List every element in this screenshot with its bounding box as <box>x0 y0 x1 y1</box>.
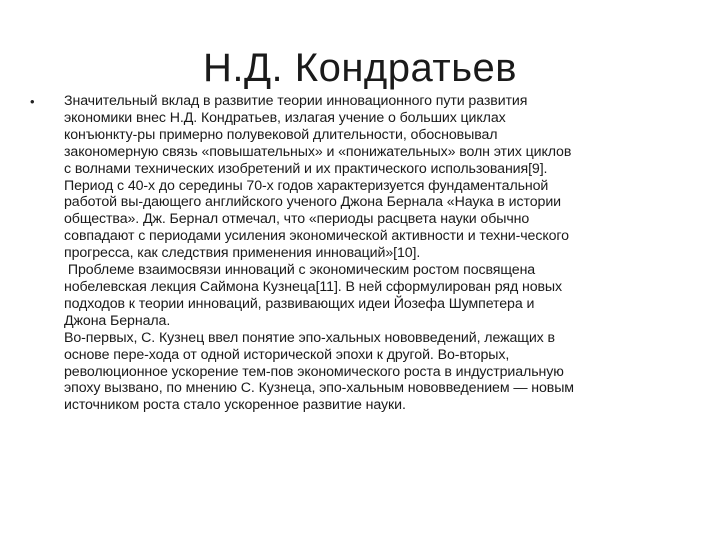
text-line: с волнами технических изобретений и их практического использования[9]. <box>64 160 548 177</box>
text-line: Значительный вклад в развитие теории инновационного пути развития <box>64 93 528 109</box>
text-line: подходов к теории инноваций, развивающих идеи Йозефа Шумпетера и <box>64 295 535 312</box>
body-paragraph <box>64 93 700 414</box>
slide-title: Н.Д. Кондратьев <box>202 46 518 90</box>
text-line: эпоху вызвано, по мнению С. Кузнеца, эпо-хальным нововведением — новым <box>64 380 574 397</box>
text-line: Проблеме взаимосвязи инноваций с экономическим ростом посвящена <box>64 262 536 279</box>
text-line: нобелевская лекция Саймона Кузнеца[11]. В ней сформулирован ряд новых <box>64 278 563 295</box>
text-line: источником роста стало ускоренное развитие науки. <box>64 397 406 414</box>
bullet-marker: • <box>30 94 35 109</box>
text-line: совпадают с периодами усиления экономической активности и техни-ческого <box>64 228 569 245</box>
text-line: Во-первых, С. Кузнец ввел понятие эпо-хальных нововведений, лежащих в <box>64 329 555 346</box>
text-line: Джона Бернала. <box>64 312 171 329</box>
text-line: работой вы-дающего английского ученого Джона Бернала «Наука в истории <box>64 194 561 211</box>
text-line: Период с 40-х до середины 70-х годов характеризуется фундаментальной <box>64 177 549 194</box>
text-line: экономики внес Н.Д. Кондратьев, излагая учение о больших циклах <box>64 109 506 126</box>
text-line: основе пере-хода от одной исторической эпохи к другой. Во-вторых, <box>64 346 510 363</box>
text-line: революционное ускорение тем-пов экономического роста в индустриальную <box>64 363 564 380</box>
text-line: закономерную связь «повышательных» и «понижательных» волн этих циклов <box>64 143 572 160</box>
text-line: конъюнкту-ры примерно полувековой длительности, обосновывал <box>64 126 498 143</box>
text-line: общества». Дж. Бернал отмечал, что «периоды расцвета науки обычно <box>64 211 530 228</box>
text-line: прогресса, как следствия применения инноваций»[10]. <box>64 245 421 262</box>
